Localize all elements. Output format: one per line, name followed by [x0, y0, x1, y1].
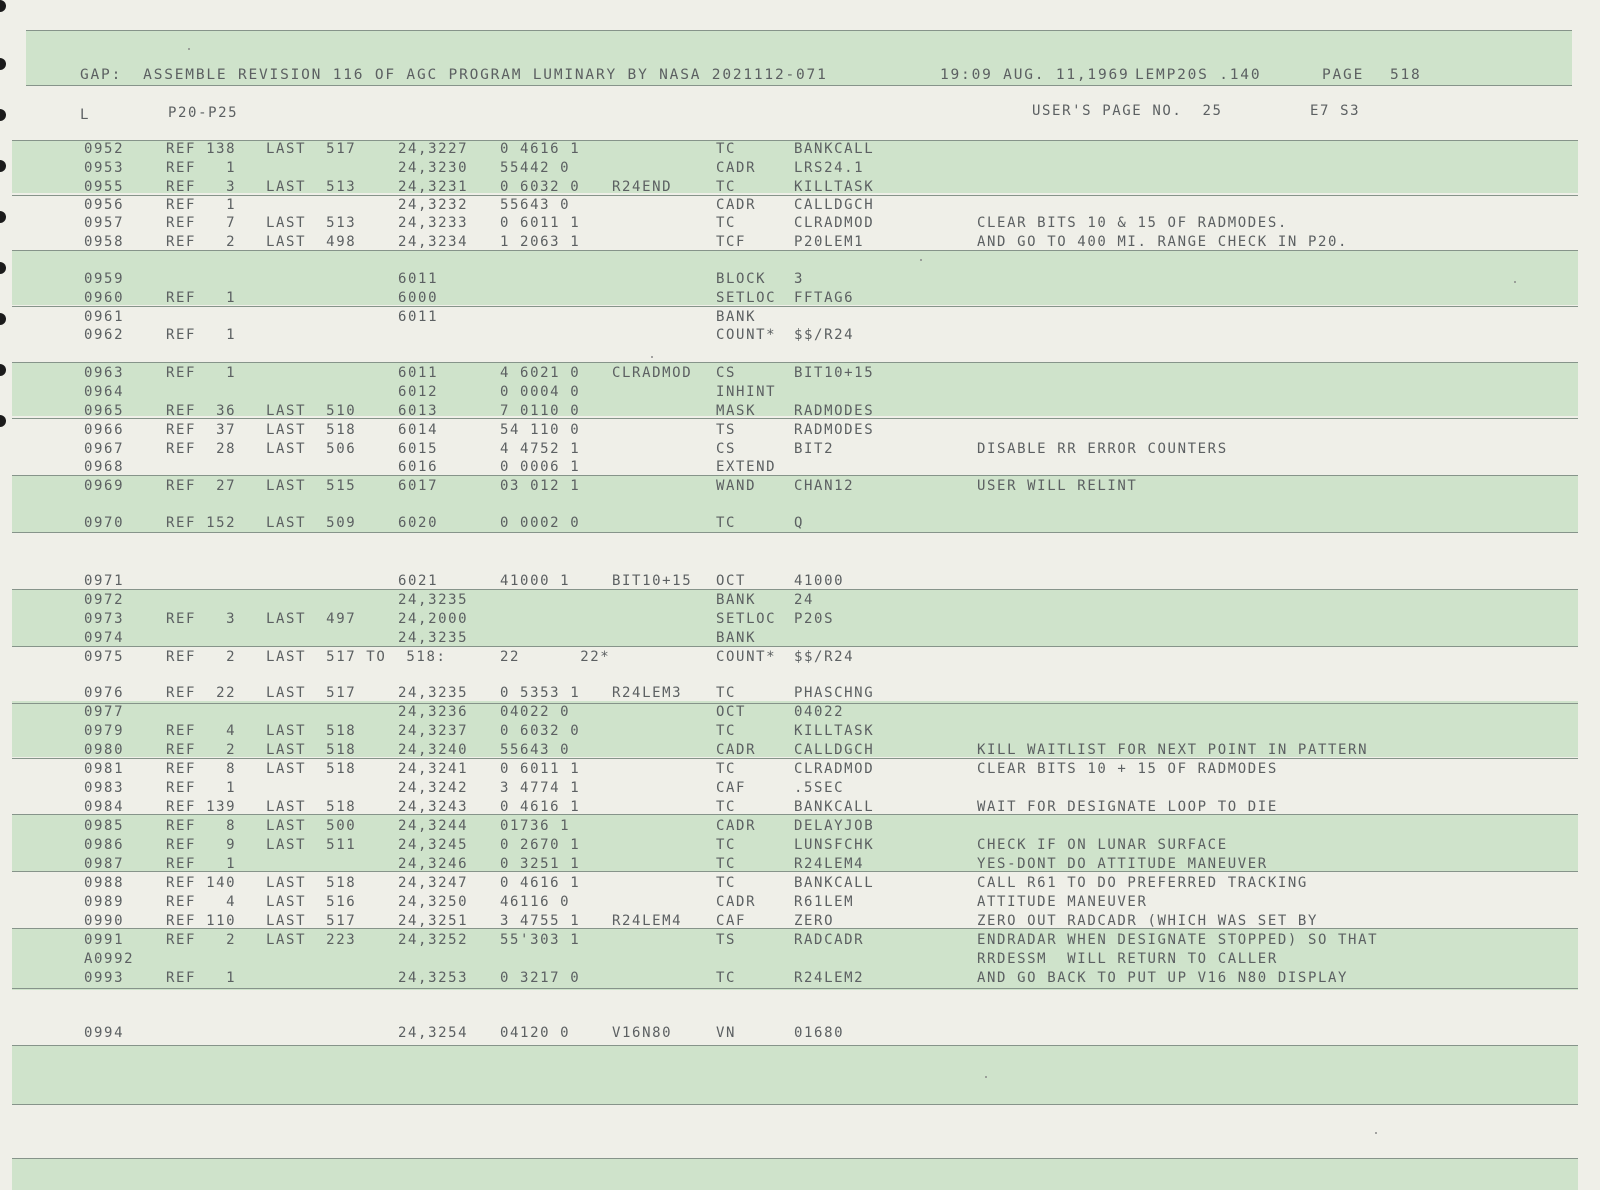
octal-code: 04120 0 — [500, 1025, 571, 1041]
address: 6015 — [398, 441, 439, 457]
opcode: TC — [716, 837, 737, 853]
octal-code: 3 4774 1 — [500, 780, 581, 796]
ref-count: REF 8 — [166, 761, 237, 777]
octal-code: 3 4755 1 — [500, 913, 581, 929]
operand: .5SEC — [794, 780, 845, 796]
line-number: 0958 — [84, 234, 125, 250]
last-ref: LAST 500 — [266, 818, 357, 834]
opcode: CADR — [716, 818, 757, 834]
octal-code: 22 22* — [500, 649, 611, 665]
octal-code: 55'303 1 — [500, 932, 581, 948]
address: 24,3236 — [398, 704, 469, 720]
opcode: BLOCK — [716, 271, 767, 287]
line-number: 0964 — [84, 384, 125, 400]
line-number: 0959 — [84, 271, 125, 287]
paper-speck — [1375, 1132, 1377, 1134]
ref-count: REF 1 — [166, 970, 237, 986]
ref-count: REF 1 — [166, 327, 237, 343]
last-ref: LAST 518 — [266, 799, 357, 815]
octal-code: 4 4752 1 — [500, 441, 581, 457]
last-ref: LAST 513 — [266, 215, 357, 231]
paper-speck — [188, 48, 190, 50]
opcode: TC — [716, 685, 737, 701]
last-ref: LAST 516 — [266, 894, 357, 910]
operand: KILLTASK — [794, 723, 875, 739]
operand: CHAN12 — [794, 478, 855, 494]
opcode: CS — [716, 441, 737, 457]
last-ref: LAST 517 TO 518: — [266, 649, 447, 665]
comment: AND GO TO 400 MI. RANGE CHECK IN P20. — [977, 234, 1349, 250]
symbol-label: R24LEM3 — [612, 685, 683, 701]
line-number: 0987 — [84, 856, 125, 872]
operand: $$/R24 — [794, 327, 855, 343]
opcode: TC — [716, 515, 737, 531]
listing-title: GAP: ASSEMBLE REVISION 116 OF AGC PROGRAM LUMINARY BY NASA 2021112-071 — [80, 67, 828, 83]
ref-count: REF 2 — [166, 932, 237, 948]
paper-speck — [1514, 281, 1516, 283]
octal-code: 7 0110 0 — [500, 403, 581, 419]
green-bar — [12, 1158, 1578, 1190]
line-number: 0971 — [84, 573, 125, 589]
ref-count: REF 1 — [166, 780, 237, 796]
opcode: WAND — [716, 478, 757, 494]
rule — [12, 475, 1578, 476]
address: 6011 — [398, 365, 439, 381]
last-ref: LAST 511 — [266, 837, 357, 853]
address: 24,3227 — [398, 141, 469, 157]
octal-code: 0 0002 0 — [500, 515, 581, 531]
ref-count: REF 152 — [166, 515, 237, 531]
opcode: CADR — [716, 197, 757, 213]
last-ref: LAST 509 — [266, 515, 357, 531]
operand: Q — [794, 515, 805, 531]
address: 24,3235 — [398, 630, 469, 646]
sprocket-hole — [0, 109, 6, 121]
octal-code: 0 4616 1 — [500, 141, 581, 157]
line-number: 0961 — [84, 309, 125, 325]
symbol-label: V16N80 — [612, 1025, 673, 1041]
line-number: 0981 — [84, 761, 125, 777]
last-ref: LAST 517 — [266, 685, 357, 701]
last-ref: LAST 510 — [266, 403, 357, 419]
operand: PHASCHNG — [794, 685, 875, 701]
address: 24,3247 — [398, 875, 469, 891]
sprocket-hole — [0, 415, 6, 427]
page-code: E7 S3 — [1310, 103, 1361, 119]
rule — [12, 646, 1578, 647]
line-number: 0955 — [84, 179, 125, 195]
ref-count: REF 110 — [166, 913, 237, 929]
symbol-label: CLRADMOD — [612, 365, 693, 381]
address: 24,3232 — [398, 197, 469, 213]
opcode: VN — [716, 1025, 737, 1041]
opcode: SETLOC — [716, 611, 777, 627]
comment: ENDRADAR WHEN DESIGNATE STOPPED) SO THAT — [977, 932, 1379, 948]
comment: DISABLE RR ERROR COUNTERS — [977, 441, 1228, 457]
line-number: 0952 — [84, 141, 125, 157]
line-number: 0984 — [84, 799, 125, 815]
operand: DELAYJOB — [794, 818, 875, 834]
line-number: 0993 — [84, 970, 125, 986]
operand: R24LEM2 — [794, 970, 865, 986]
operand: P20S — [794, 611, 835, 627]
address: 24,3240 — [398, 742, 469, 758]
sprocket-hole — [0, 262, 6, 274]
opcode: CAF — [716, 780, 747, 796]
octal-code: 0 5353 1 — [500, 685, 581, 701]
comment: YES-DONT DO ATTITUDE MANEUVER — [977, 856, 1268, 872]
address: 24,3237 — [398, 723, 469, 739]
address: 24,3235 — [398, 592, 469, 608]
ref-count: REF 4 — [166, 894, 237, 910]
green-bar — [12, 1045, 1578, 1105]
comment: WAIT FOR DESIGNATE LOOP TO DIE — [977, 799, 1278, 815]
ref-count: REF 37 — [166, 422, 237, 438]
comment: CALL R61 TO DO PREFERRED TRACKING — [977, 875, 1308, 891]
octal-code: 41000 1 — [500, 573, 571, 589]
address: 6016 — [398, 459, 439, 475]
last-ref: LAST 518 — [266, 723, 357, 739]
opcode: CADR — [716, 894, 757, 910]
last-ref: LAST 498 — [266, 234, 357, 250]
symbol-label: R24LEM4 — [612, 913, 683, 929]
octal-code: 0 4616 1 — [500, 875, 581, 891]
listing-timestamp: 19:09 AUG. 11,1969 — [940, 67, 1130, 83]
operand: R61LEM — [794, 894, 855, 910]
line-number: A0992 — [84, 951, 135, 967]
address: 24,3241 — [398, 761, 469, 777]
sprocket-hole — [0, 211, 6, 223]
address: 24,3234 — [398, 234, 469, 250]
last-ref: LAST 518 — [266, 761, 357, 777]
ref-count: REF 138 — [166, 141, 237, 157]
octal-code: 0 6011 1 — [500, 215, 581, 231]
operand: 04022 — [794, 704, 845, 720]
ref-count: REF 9 — [166, 837, 237, 853]
comment: CHECK IF ON LUNAR SURFACE — [977, 837, 1228, 853]
ref-count: REF 139 — [166, 799, 237, 815]
line-number: 0953 — [84, 160, 125, 176]
opcode: TC — [716, 179, 737, 195]
address: 24,3245 — [398, 837, 469, 853]
line-number: 0980 — [84, 742, 125, 758]
comment: CLEAR BITS 10 + 15 OF RADMODES — [977, 761, 1278, 777]
line-number: 0988 — [84, 875, 125, 891]
operand: BANKCALL — [794, 799, 875, 815]
opcode: BANK — [716, 309, 757, 325]
address: 24,3235 — [398, 685, 469, 701]
last-ref: LAST 517 — [266, 141, 357, 157]
opcode: EXTEND — [716, 459, 777, 475]
operand: CLRADMOD — [794, 761, 875, 777]
address: 6014 — [398, 422, 439, 438]
rule — [26, 85, 1572, 86]
address: 24,2000 — [398, 611, 469, 627]
opcode: CADR — [716, 160, 757, 176]
last-ref: LAST 518 — [266, 875, 357, 891]
last-ref: LAST 518 — [266, 422, 357, 438]
last-ref: LAST 518 — [266, 742, 357, 758]
last-ref: LAST 513 — [266, 179, 357, 195]
opcode: TC — [716, 761, 737, 777]
address: 6013 — [398, 403, 439, 419]
rule — [12, 1045, 1578, 1046]
opcode: INHINT — [716, 384, 777, 400]
line-number: 0979 — [84, 723, 125, 739]
line-number: 0977 — [84, 704, 125, 720]
opcode: COUNT* — [716, 327, 777, 343]
address: 24,3242 — [398, 780, 469, 796]
operand: CALLDGCH — [794, 197, 875, 213]
octal-code: 55643 0 — [500, 197, 571, 213]
section-title: P20-P25 — [168, 105, 239, 121]
address: 6011 — [398, 309, 439, 325]
operand: FFTAG6 — [794, 290, 855, 306]
address: 6012 — [398, 384, 439, 400]
listing-file: LEMP20S .140 — [1135, 67, 1262, 83]
opcode: OCT — [716, 573, 747, 589]
operand: BANKCALL — [794, 875, 875, 891]
ref-count: REF 2 — [166, 649, 237, 665]
comment: RRDESSM WILL RETURN TO CALLER — [977, 951, 1278, 967]
line-number: 0960 — [84, 290, 125, 306]
last-ref: LAST 497 — [266, 611, 357, 627]
opcode: TC — [716, 875, 737, 891]
octal-code: 0 6032 0 — [500, 179, 581, 195]
line-number: 0967 — [84, 441, 125, 457]
last-ref: LAST 506 — [266, 441, 357, 457]
opcode: TS — [716, 932, 737, 948]
sprocket-hole — [0, 58, 6, 70]
line-number: 0969 — [84, 478, 125, 494]
comment: AND GO BACK TO PUT UP V16 N80 DISPLAY — [977, 970, 1349, 986]
line-number: 0991 — [84, 932, 125, 948]
operand: LUNSFCHK — [794, 837, 875, 853]
operand: BIT10+15 — [794, 365, 875, 381]
operand: 24 — [794, 592, 815, 608]
operand: RADMODES — [794, 403, 875, 419]
ref-count: REF 2 — [166, 742, 237, 758]
address: 24,3253 — [398, 970, 469, 986]
operand: RADCADR — [794, 932, 865, 948]
octal-code: 03 012 1 — [500, 478, 581, 494]
line-number: 0956 — [84, 197, 125, 213]
operand: ZERO — [794, 913, 835, 929]
octal-code: 1 2063 1 — [500, 234, 581, 250]
line-number: 0985 — [84, 818, 125, 834]
line-number: 0972 — [84, 592, 125, 608]
comment: KILL WAITLIST FOR NEXT POINT IN PATTERN — [977, 742, 1369, 758]
operand: LRS24.1 — [794, 160, 865, 176]
address: 24,3250 — [398, 894, 469, 910]
octal-code: 0 6032 0 — [500, 723, 581, 739]
ref-count: REF 1 — [166, 856, 237, 872]
address: 6017 — [398, 478, 439, 494]
line-number: 0990 — [84, 913, 125, 929]
octal-code: 0 0006 1 — [500, 459, 581, 475]
line-number: 0975 — [84, 649, 125, 665]
octal-code: 55442 0 — [500, 160, 571, 176]
page-number: 518 — [1390, 67, 1422, 83]
sprocket-hole — [0, 313, 6, 325]
ref-count: REF 3 — [166, 179, 237, 195]
operand: KILLTASK — [794, 179, 875, 195]
opcode: COUNT* — [716, 649, 777, 665]
operand: 3 — [794, 271, 805, 287]
last-ref: LAST 517 — [266, 913, 357, 929]
line-number: 0968 — [84, 459, 125, 475]
line-number: 0970 — [84, 515, 125, 531]
line-number: 0963 — [84, 365, 125, 381]
last-ref: LAST 515 — [266, 478, 357, 494]
octal-code: 54 110 0 — [500, 422, 581, 438]
comment: ZERO OUT RADCADR (WHICH WAS SET BY — [977, 913, 1318, 929]
ref-count: REF 2 — [166, 234, 237, 250]
page-marker: L — [80, 107, 91, 123]
octal-code: 0 3251 1 — [500, 856, 581, 872]
comment: ATTITUDE MANEUVER — [977, 894, 1148, 910]
rule — [12, 362, 1578, 363]
line-number: 0974 — [84, 630, 125, 646]
address: 6011 — [398, 271, 439, 287]
address: 24,3246 — [398, 856, 469, 872]
sprocket-hole — [0, 0, 6, 12]
line-number: 0983 — [84, 780, 125, 796]
ref-count: REF 27 — [166, 478, 237, 494]
octal-code: 4 6021 0 — [500, 365, 581, 381]
address: 24,3254 — [398, 1025, 469, 1041]
ref-count: REF 1 — [166, 197, 237, 213]
symbol-label: BIT10+15 — [612, 573, 693, 589]
operand: BANKCALL — [794, 141, 875, 157]
opcode: BANK — [716, 630, 757, 646]
opcode: TCF — [716, 234, 747, 250]
opcode: TC — [716, 856, 737, 872]
ref-count: REF 140 — [166, 875, 237, 891]
address: 24,3233 — [398, 215, 469, 231]
opcode: CAF — [716, 913, 747, 929]
operand: R24LEM4 — [794, 856, 865, 872]
opcode: TC — [716, 970, 737, 986]
line-number: 0994 — [84, 1025, 125, 1041]
symbol-label: R24END — [612, 179, 673, 195]
ref-count: REF 1 — [166, 160, 237, 176]
address: 24,3251 — [398, 913, 469, 929]
octal-code: 46116 0 — [500, 894, 571, 910]
opcode: SETLOC — [716, 290, 777, 306]
line-number: 0973 — [84, 611, 125, 627]
opcode: TC — [716, 141, 737, 157]
ref-count: REF 1 — [166, 365, 237, 381]
opcode: OCT — [716, 704, 747, 720]
octal-code: 0 0004 0 — [500, 384, 581, 400]
rule — [12, 1158, 1578, 1159]
octal-code: 0 3217 0 — [500, 970, 581, 986]
rule — [12, 988, 1578, 989]
last-ref: LAST 223 — [266, 932, 357, 948]
octal-code: 04022 0 — [500, 704, 571, 720]
opcode: TC — [716, 723, 737, 739]
octal-code: 0 6011 1 — [500, 761, 581, 777]
line-number: 0966 — [84, 422, 125, 438]
paper-speck — [985, 1076, 987, 1078]
operand: CALLDGCH — [794, 742, 875, 758]
opcode: TC — [716, 799, 737, 815]
sprocket-hole — [0, 364, 6, 376]
address: 6020 — [398, 515, 439, 531]
opcode: MASK — [716, 403, 757, 419]
address: 24,3230 — [398, 160, 469, 176]
ref-count: REF 36 — [166, 403, 237, 419]
opcode: CADR — [716, 742, 757, 758]
operand: $$/R24 — [794, 649, 855, 665]
opcode: TC — [716, 215, 737, 231]
users-page-number: USER'S PAGE NO. 25 — [1032, 103, 1223, 119]
line-number: 0962 — [84, 327, 125, 343]
comment: CLEAR BITS 10 & 15 OF RADMODES. — [977, 215, 1288, 231]
opcode: CS — [716, 365, 737, 381]
ref-count: REF 7 — [166, 215, 237, 231]
address: 6000 — [398, 290, 439, 306]
operand: 01680 — [794, 1025, 845, 1041]
octal-code: 0 4616 1 — [500, 799, 581, 815]
rule — [26, 30, 1572, 31]
page-label: PAGE — [1322, 67, 1365, 83]
octal-code: 0 2670 1 — [500, 837, 581, 853]
octal-code: 55643 0 — [500, 742, 571, 758]
line-number: 0965 — [84, 403, 125, 419]
opcode: TS — [716, 422, 737, 438]
address: 6021 — [398, 573, 439, 589]
operand: 41000 — [794, 573, 845, 589]
operand: BIT2 — [794, 441, 835, 457]
paper-speck — [651, 356, 653, 358]
ref-count: REF 8 — [166, 818, 237, 834]
line-number: 0976 — [84, 685, 125, 701]
ref-count: REF 1 — [166, 290, 237, 306]
address: 24,3243 — [398, 799, 469, 815]
comment: USER WILL RELINT — [977, 478, 1138, 494]
octal-code: 01736 1 — [500, 818, 571, 834]
address: 24,3252 — [398, 932, 469, 948]
line-number: 0957 — [84, 215, 125, 231]
operand: P20LEM1 — [794, 234, 865, 250]
line-number: 0986 — [84, 837, 125, 853]
ref-count: REF 28 — [166, 441, 237, 457]
address: 24,3231 — [398, 179, 469, 195]
ref-count: REF 4 — [166, 723, 237, 739]
ref-count: REF 3 — [166, 611, 237, 627]
ref-count: REF 22 — [166, 685, 237, 701]
sprocket-hole — [0, 160, 6, 172]
operand: RADMODES — [794, 422, 875, 438]
operand: CLRADMOD — [794, 215, 875, 231]
line-number: 0989 — [84, 894, 125, 910]
paper-speck — [920, 259, 922, 261]
opcode: BANK — [716, 592, 757, 608]
address: 24,3244 — [398, 818, 469, 834]
rule — [12, 1104, 1578, 1105]
rule — [12, 532, 1578, 533]
